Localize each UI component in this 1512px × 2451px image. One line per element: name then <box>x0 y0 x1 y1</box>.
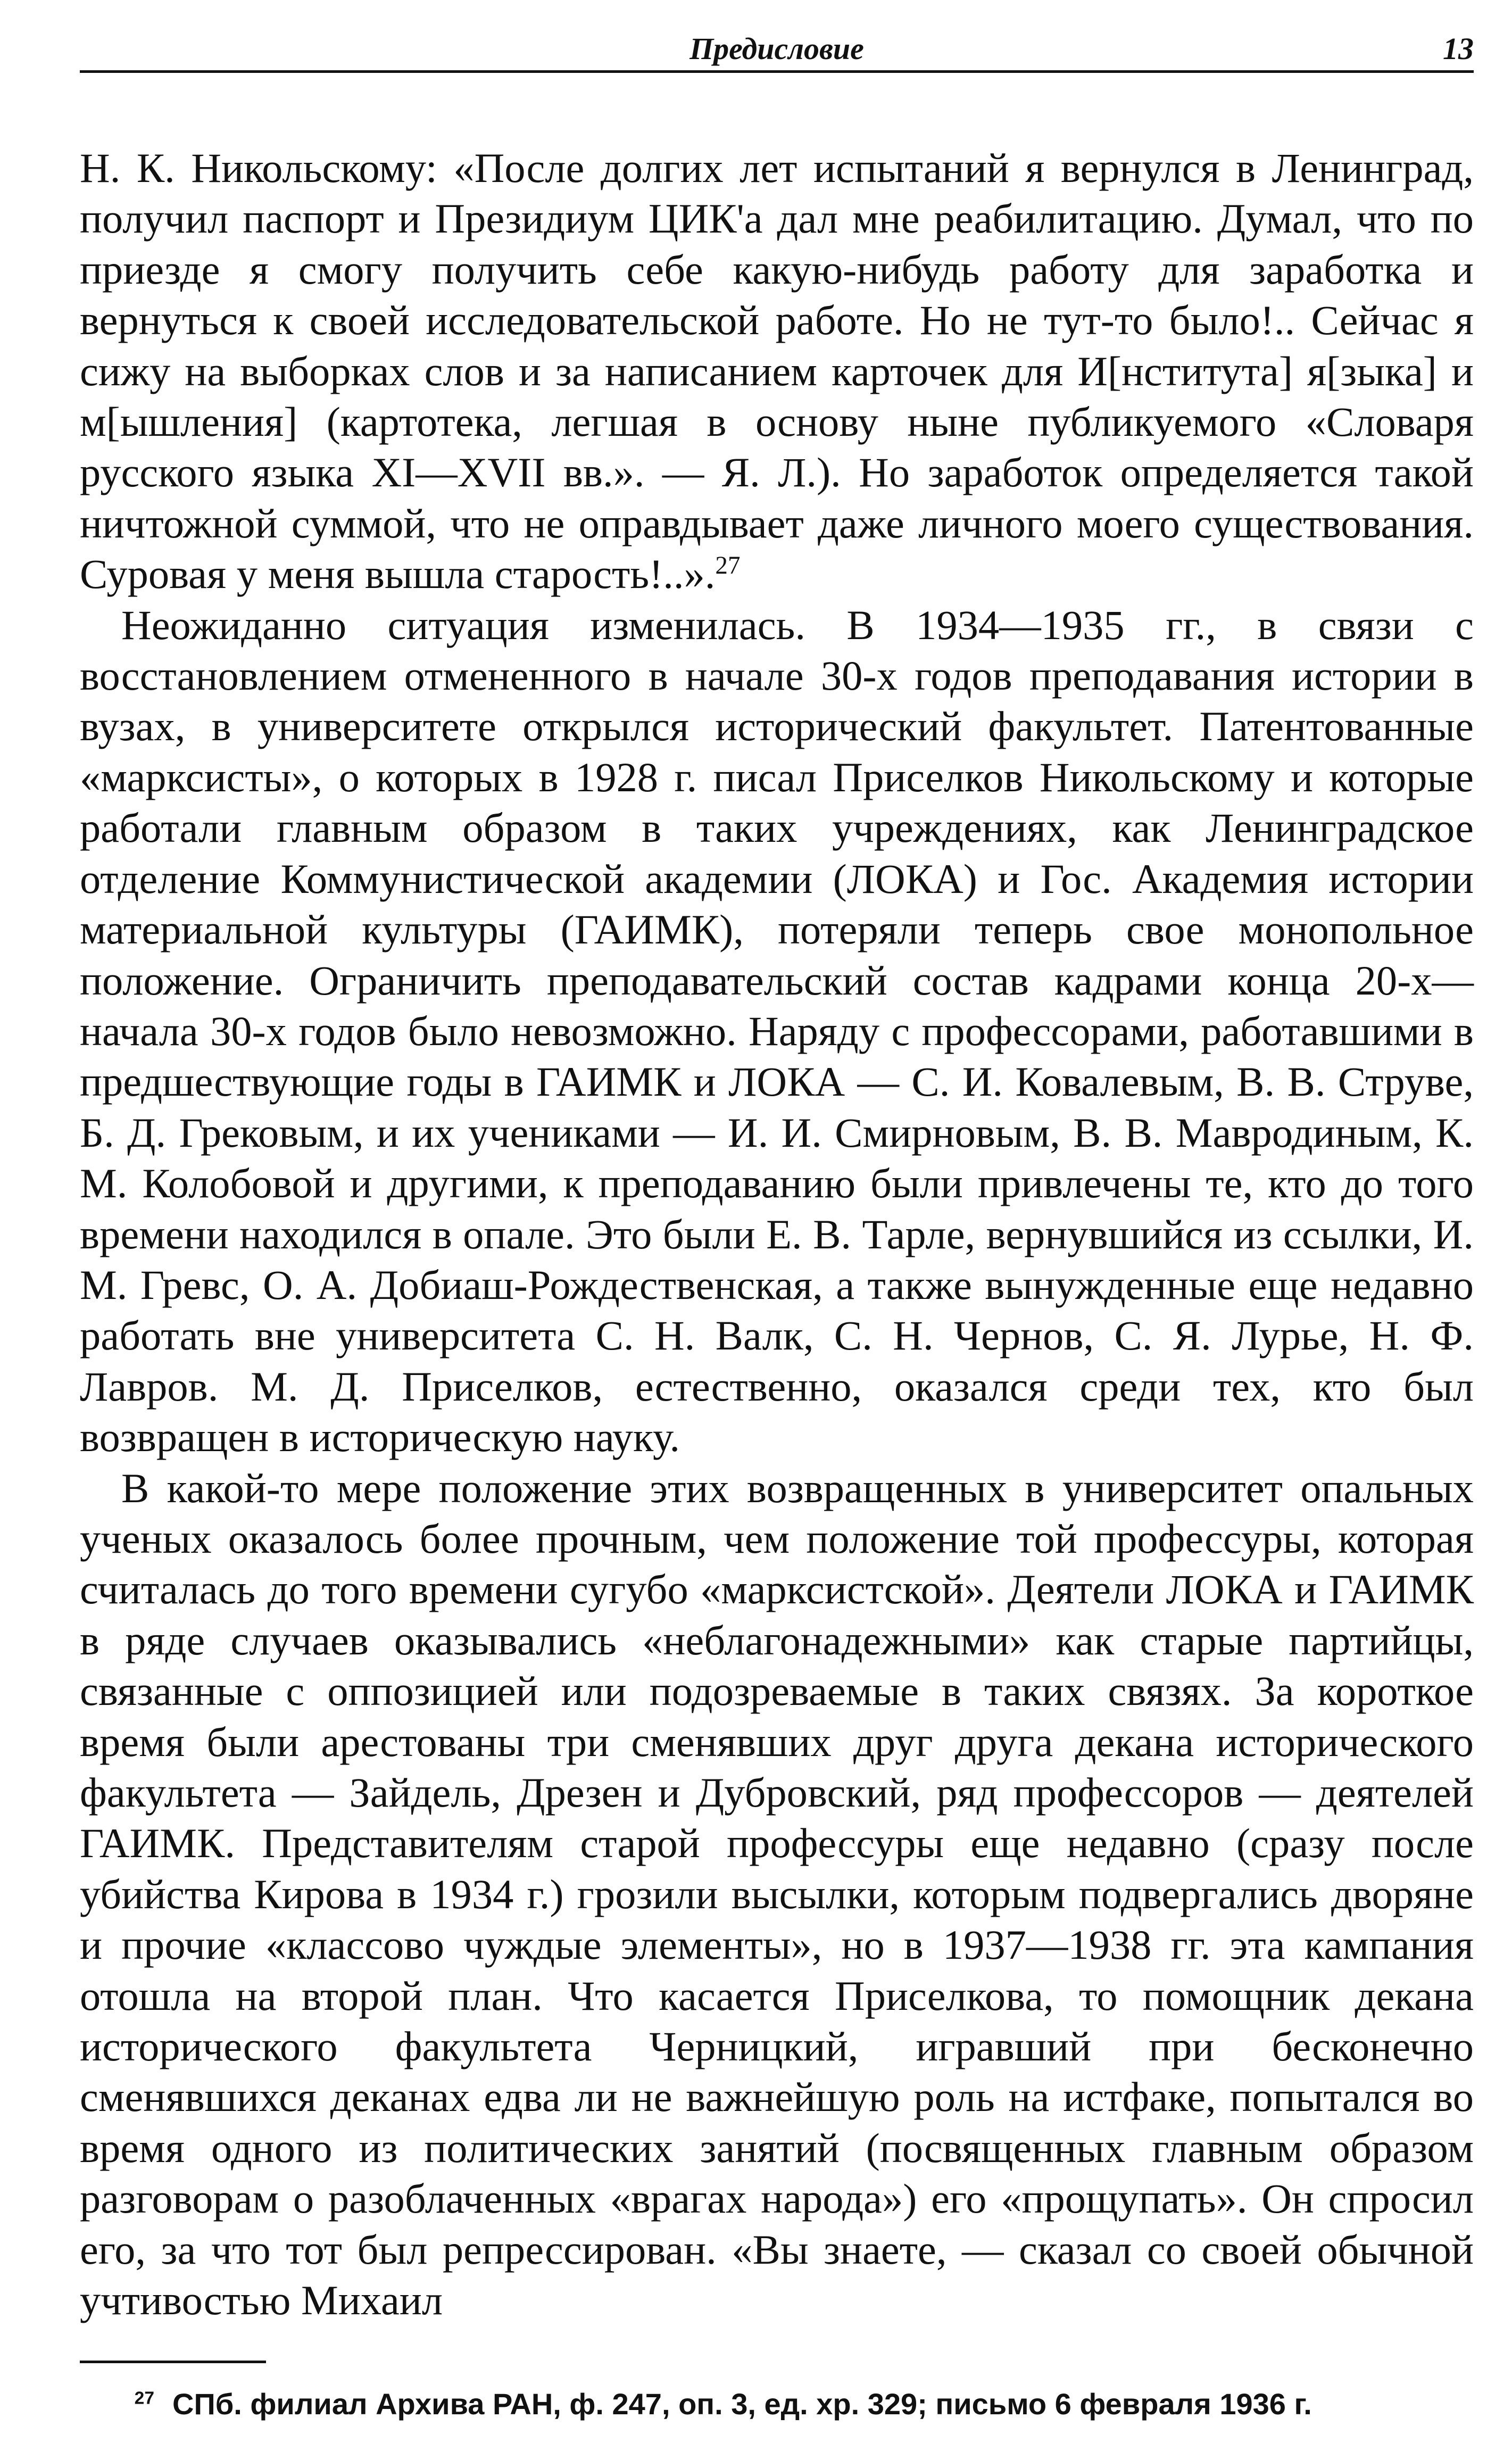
running-title: Предисловие <box>689 31 864 66</box>
footnote-separator <box>80 2361 266 2363</box>
footnote-marker <box>80 2383 172 2425</box>
footnote-reference: 27 <box>715 552 741 580</box>
footnote-number: 27 <box>134 2388 154 2408</box>
paragraph: В какой-то мере положение этих возвращенных в университет опальных ученых оказалось более прочным, чем положение той профессуры, которая считалась до того времени сугубо «марксистской». Деятели ЛОКА и ГАИМК в ряде случаев оказывались «неблагонадежными» как старые партийцы, связанные с оппозицией или подозреваемые в таких связях. За короткое время были арестованы три сменявших друг друга декана исторического факультета — Зайдель, Дрезен и Дубровский, ряд профессоров — деятелей ГАИМК. Представителям старой профессуры еще недавно (сразу после убийства Кирова в 1934 г.) грозили высылки, которым подвергались дворяне и прочие «классово чуждые элементы», но в 1937—1938 гг. эта кампания отошла на второй план. Что касается Приселкова, то помощник декана исторического факультета Черницкий, игравший при бесконечно сменявшихся деканах едва ли не важнейшую роль на истфаке, попытался во время одного из политических занятий (посвященных главным образом разговорам о разоблаченных «врагах народа») его «прощупать». Он спросил его, за что тот был репрессирован. «Вы знаете, — сказал со своей обычной учтивостью Михаил <box>80 1464 1474 2324</box>
main-text <box>80 143 1474 2325</box>
page-number: 13 <box>1443 31 1474 66</box>
footnote <box>80 2383 1474 2425</box>
paragraph <box>80 143 1474 600</box>
paragraph: Неожиданно ситуация изменилась. В 1934—1935 гг., в связи с восстановлением отмененного в начале 30-х годов преподавания истории в вузах, в университете открылся исторический факультет. Патентованные «марксисты», о которых в 1928 г. писал Приселков Никольскому и которые работали главным образом в таких учреждениях, как Ленинградское отделение Коммунистической академии (ЛОКА) и Гос. Академия истории материальной культуры (ГАИМК), потеряли теперь свое монопольное положение. Ограничить преподавательский состав кадрами конца 20-х—начала 30-х годов было невозможно. Наряду с профессорами, работавшими в предшествующие годы в ГАИМК и ЛОКА — С. И. Ковалевым, В. В. Струве, Б. Д. Грековым, и их учениками — И. И. Смирновым, В. В. Мавродиным, К. М. Колобовой и другими, к преподаванию были привлечены те, кто до того времени находился в опале. Это были Е. В. Тарле, вернувшийся из ссылки, И. М. Гревс, О. А. Добиаш-Рождественская, а также вынужденные еще недавно работать вне университета С. Н. Валк, С. Н. Чернов, С. Я. Лурье, Н. Ф. Лавров. М. Д. Приселков, естественно, оказался среди тех, кто был возвращен в историческую науку. <box>80 601 1474 1461</box>
footnote-text: СПб. филиал Архива РАН, ф. 247, оп. 3, ед. хр. 329; письмо 6 февраля 1936 г. <box>172 2387 1312 2421</box>
paragraph-text: Н. К. Никольскому: «После долгих лет испытаний я вернулся в Ленинград, получил паспорт и Президиум ЦИК'а дал мне реабилитацию. Думал, что по приезде я смогу получить себе какую-нибудь работу для заработка и вернуться к своей исследовательской работе. Но не тут-то было!.. Сейчас я сижу на выборках слов и за написанием карточек для И[нститута] я[зыка] и м[ышления] (картотека, легшая в основу ныне публикуемого «Словаря русского языка XI—XVII вв.». — Я. Л.). Но заработок определяется такой ничтожной суммой, что не оправдывает даже личного моего существования. Суровая у меня вышла старость!..». <box>80 145 1474 598</box>
running-header <box>80 28 1474 73</box>
